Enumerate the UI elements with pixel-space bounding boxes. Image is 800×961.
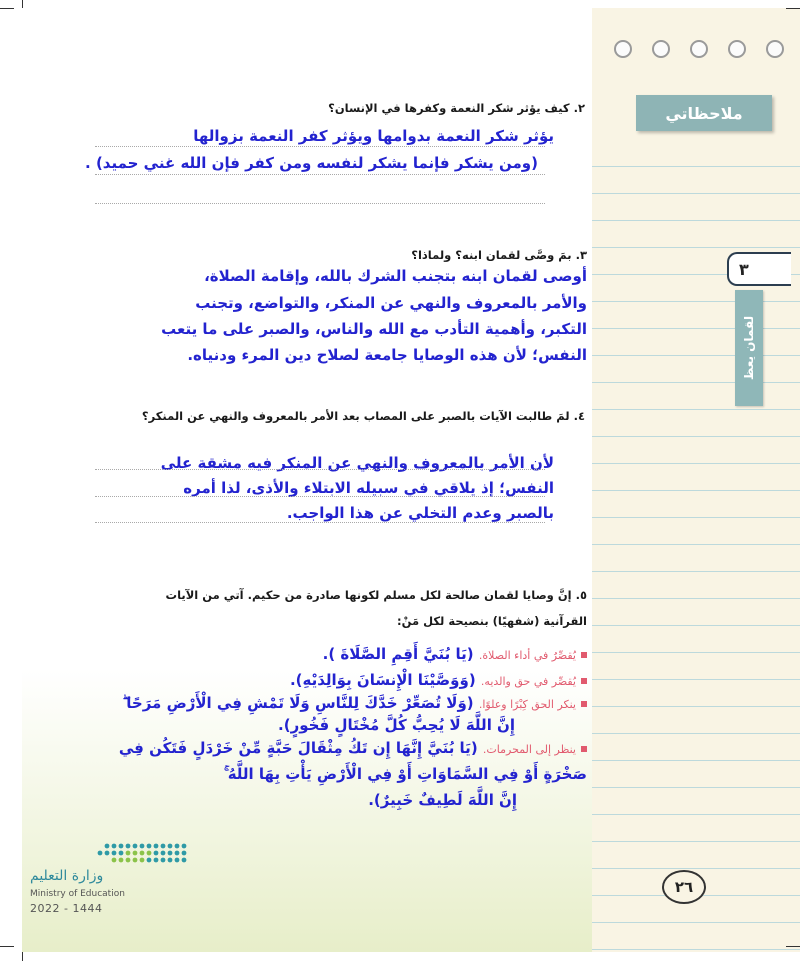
binder-ring-icon [614,40,632,58]
unit-number-box: ٣ [727,252,791,286]
binder-ring-icon [766,40,784,58]
answer-2-line-2: (ومن يشكر فإنما يشكر لنفسه ومن كفر فإن الله غني حميد) . [85,154,538,172]
list-item [323,645,587,663]
ministry-name-english: Ministry of Education [30,889,125,899]
item-answer: إِنَّ اللَّهَ لَا يُحِبُّ كُلَّ مُخْتَالٍ فَخُورٍ). [278,716,515,734]
answer-4-line-2: النفس؛ إذ يلاقي في سبيله الابتلاء والأذى، لذا أمره [183,479,554,497]
crop-mark [786,8,800,9]
crop-mark [0,946,14,947]
list-item [290,671,587,689]
list-item [119,739,587,757]
item-label: ينظر إلى المحرمات. [482,743,576,756]
bullet-square [581,678,587,684]
edition-year: 2022 - 1444 [30,902,103,915]
question-5-line-1: ٥. إنَّ وصايا لقمان صالحة لكل مسلم لكونها صادرة من حكيم. آتي من الآيات [165,588,587,602]
notes-panel [592,8,800,952]
crop-mark [0,8,14,9]
crop-mark [22,0,23,8]
item-answer: (يَا بُنَيَّ أَقِمِ الصَّلَاةَ ). [322,645,474,663]
bullet-square [581,701,587,707]
crop-mark [786,946,800,947]
question-4: ٤. لمَ طالبت الآيات بالصبر على المصاب بعد الأمر بالمعروف والنهي عن المنكر؟ [141,409,585,423]
list-item-continuation [278,716,515,734]
question-3: ٣. بمَ وصَّى لقمان ابنه؟ ولماذا؟ [411,248,587,262]
list-item-continuation [368,791,517,809]
bullet-square [581,746,587,752]
ministry-logo [32,830,192,940]
item-answer: إِنَّ اللَّهَ لَطِيفٌ خَبِيرٌ). [368,791,517,809]
page-number: ٢٦ [662,870,706,904]
unit-title: لقمان يعظ [742,315,756,381]
answer-line [95,146,545,147]
binder-ring-icon [652,40,670,58]
answer-4-line-1: لأن الأمر بالمعروف والنهي عن المنكر فيه مشقة على [160,454,554,472]
unit-title-tab [735,290,763,406]
list-item-continuation [224,765,587,783]
answer-3-line-3: التكبر، وأهمية التأدب مع الله والناس، والصبر على ما يتعب [161,320,587,338]
item-answer: صَخْرَةٍ أَوْ فِي السَّمَاوَاتِ أَوْ فِي الْأَرْضِ يَأْتِ بِهَا اللَّهُ ۚ [223,765,587,783]
answer-3-line-2: والأمر بالمعروف والنهي عن المنكر، والتواضع، وتجنب [195,294,587,312]
answer-line [95,522,545,523]
answer-4-line-3: بالصبر وعدم التخلي عن هذا الواجب. [286,504,554,522]
notes-tab: ملاحظاتي [636,95,772,131]
item-answer: (يَا بُنَيَّ إِنَّهَا إِن تَكُ مِثْقَالَ حَبَّةٍ مِّنْ خَرْدَلٍ فَتَكُن فِي [118,739,478,757]
item-label: ينكر الحق كِبْرًا وعلوًا. [478,698,576,711]
answer-3-line-4: النفس؛ لأن هذه الوصايا جامعة لصلاح دين المرء ودنياه. [187,346,587,364]
item-answer: (وَلَا تُصَعِّرْ خَدَّكَ لِلنَّاسِ وَلَا تَمْشِ فِي الْأَرْضِ مَرَحًا ۖ [122,694,474,712]
binder-ring-icon [690,40,708,58]
crop-mark [22,952,23,961]
answer-3-line-1: أوصى لقمان ابنه بتجنب الشرك بالله، وإقامة الصلاة، [204,267,587,285]
ministry-name-arabic: وزارة التعليم [30,868,104,884]
answer-line [95,469,545,470]
item-label: يُقصِّر في حق والديه. [480,675,576,688]
answer-2-line-1: يؤثر شكر النعمة بدوامها ويؤثر كفر النعمة بزوالها [193,127,554,145]
list-item [123,694,587,712]
bullet-square [581,652,587,658]
item-label: يُقصِّرُ في أداء الصلاة. [478,649,576,662]
question-5-line-2: القرآنية (شفهيًا) بنصيحة لكل مَنْ: [397,614,587,628]
binder-ring-icon [728,40,746,58]
answer-line [95,174,545,175]
item-answer: (وَوَصَّيْنَا الْإِنسَانَ بِوَالِدَيْهِ). [289,671,476,689]
answer-line [95,496,545,497]
question-2: ٢. كيف يؤثر شكر النعمة وكفرها في الإنسان؟ [328,101,585,115]
answer-line [95,203,545,204]
